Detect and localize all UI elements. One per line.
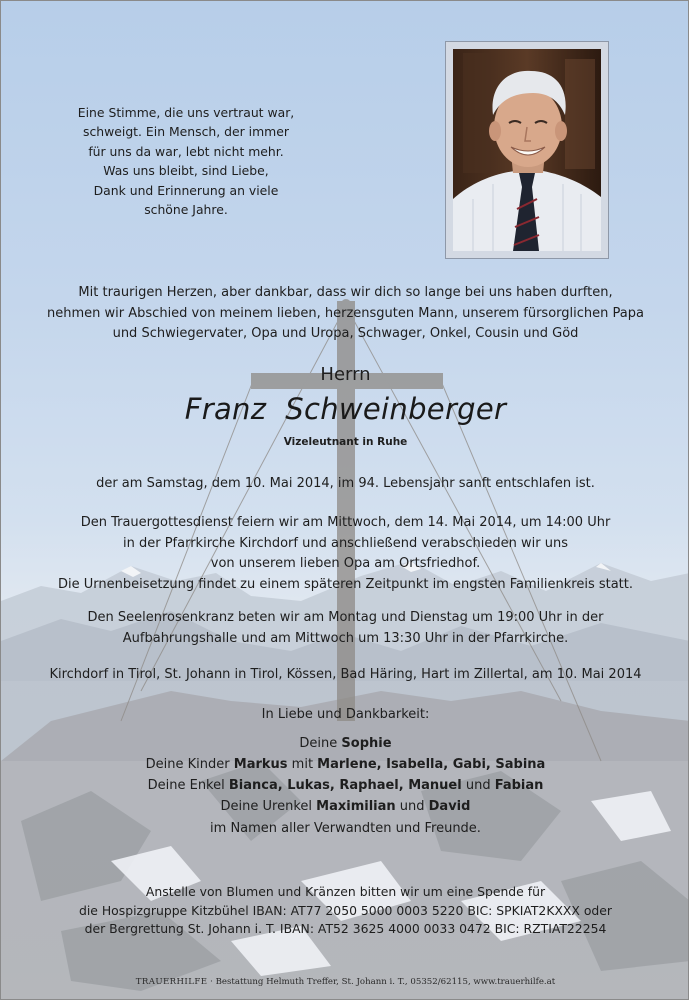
poem-line: schweigt. Ein Mensch, der immer <box>83 124 289 140</box>
donation-line: die Hospizgruppe Kitzbühel IBAN: AT77 2050 5000 0003 5220 BIC: SPKIAT2KXXX oder <box>78 902 613 918</box>
places-and-date: Kirchdorf in Tirol, St. Johann in Tirol, Kössen, Bad Häring, Hart im Zillertal, am 10. Mai 2014 <box>49 667 642 682</box>
memorial-poem <box>61 103 311 219</box>
intro-line: Mit traurigen Herzen, aber dankbar, dass wir dich so lange bei uns haben durften, <box>78 285 613 300</box>
salutation: Herrn <box>320 364 371 385</box>
rosary-line: Aufbahrungshalle und am Mittwoch um 13:30 Uhr in der Pfarrkirche. <box>122 630 569 646</box>
poem-line: für uns da war, lebt nicht mehr. <box>88 143 284 159</box>
intro-line: und Schwiegervater, Opa und Uropa, Schwager, Onkel, Cousin und Göd <box>112 326 579 341</box>
mourners-intro: In Liebe und Dankbarkeit: <box>261 707 430 722</box>
funeral-home-brand: TRAUERHILFE <box>135 977 208 987</box>
mourner-children <box>1 754 689 775</box>
funeral-home-footer <box>1 977 689 987</box>
grandchildren-prefix: Deine Enkel <box>147 778 229 793</box>
donation-line: der Bergrettung St. Johann i. T. IBAN: AT52 3625 4000 0033 0472 BIC: RZTIAT22254 <box>84 921 607 936</box>
wife-name: Sophie <box>341 736 392 751</box>
grandchildren-and: und <box>461 778 495 793</box>
funeral-service-details <box>1 513 689 595</box>
death-notice: der am Samstag, dem 10. Mai 2014, im 94. Lebensjahr sanft entschlafen ist. <box>96 476 595 491</box>
poem-line: Eine Stimme, die uns vertraut war, <box>77 105 295 120</box>
funeral-home-contact: · Bestattung Helmuth Treffer, St. Johann i. T., 05352/62115, www.trauerhilfe.at <box>207 977 556 987</box>
service-line: in der Pfarrkirche Kirchdorf und anschließend verabschieden wir uns <box>123 535 568 551</box>
mourners-list <box>1 733 689 817</box>
service-line: Den Trauergottesdienst feiern wir am Mittwoch, dem 14. Mai 2014, um 14:00 Uhr <box>80 515 611 530</box>
poem-line: Dank und Erinnerung an viele <box>93 182 279 198</box>
rosary-details <box>1 608 689 649</box>
children-mid: mit <box>287 757 318 772</box>
grandchildren-last: Fabian <box>494 778 544 793</box>
great-grandchild-last: David <box>428 799 471 814</box>
rosary-line: Den Seelenrosenkranz beten wir am Montag und Dienstag um 19:00 Uhr in der <box>87 610 604 625</box>
deceased-name: Franz Schweinberger <box>184 392 507 426</box>
great-grandchild-first: Maximilian <box>316 799 396 814</box>
mourner-great-grandchildren <box>1 796 689 817</box>
portrait-photo <box>453 49 601 251</box>
grandchildren-names: Bianca, Lukas, Raphael, Manuel <box>228 778 462 793</box>
deceased-rank: Vizeleutnant in Ruhe <box>283 436 408 448</box>
children-names: Marlene, Isabella, Gabi, Sabina <box>317 757 546 772</box>
poem-line: Was uns bleibt, sind Liebe, <box>103 163 269 179</box>
donation-line: Anstelle von Blumen und Kränzen bitten wir um eine Spende für <box>145 884 546 899</box>
service-line: Die Urnenbeisetzung findet zu einem späteren Zeitpunkt im engsten Familienkreis statt. <box>57 576 634 592</box>
donation-request <box>1 883 689 939</box>
service-line: von unserem lieben Opa am Ortsfriedhof. <box>210 556 481 571</box>
child-main-name: Markus <box>233 757 288 772</box>
farewell-introduction <box>1 283 689 345</box>
children-prefix: Deine Kinder <box>145 757 234 772</box>
mourner-wife <box>1 733 689 754</box>
great-grandchildren-prefix: Deine Urenkel <box>220 799 317 814</box>
portrait-photo-frame <box>445 41 609 259</box>
mourner-grandchildren <box>1 775 689 796</box>
on-behalf-line: im Namen aller Verwandten und Freunde. <box>210 821 481 836</box>
poem-line: schöne Jahre. <box>144 202 228 218</box>
intro-line: nehmen wir Abschied von meinem lieben, herzensguten Mann, unserem fürsorglichen Papa <box>47 305 644 321</box>
wife-prefix: Deine <box>299 736 342 751</box>
great-grandchildren-and: und <box>395 799 429 814</box>
